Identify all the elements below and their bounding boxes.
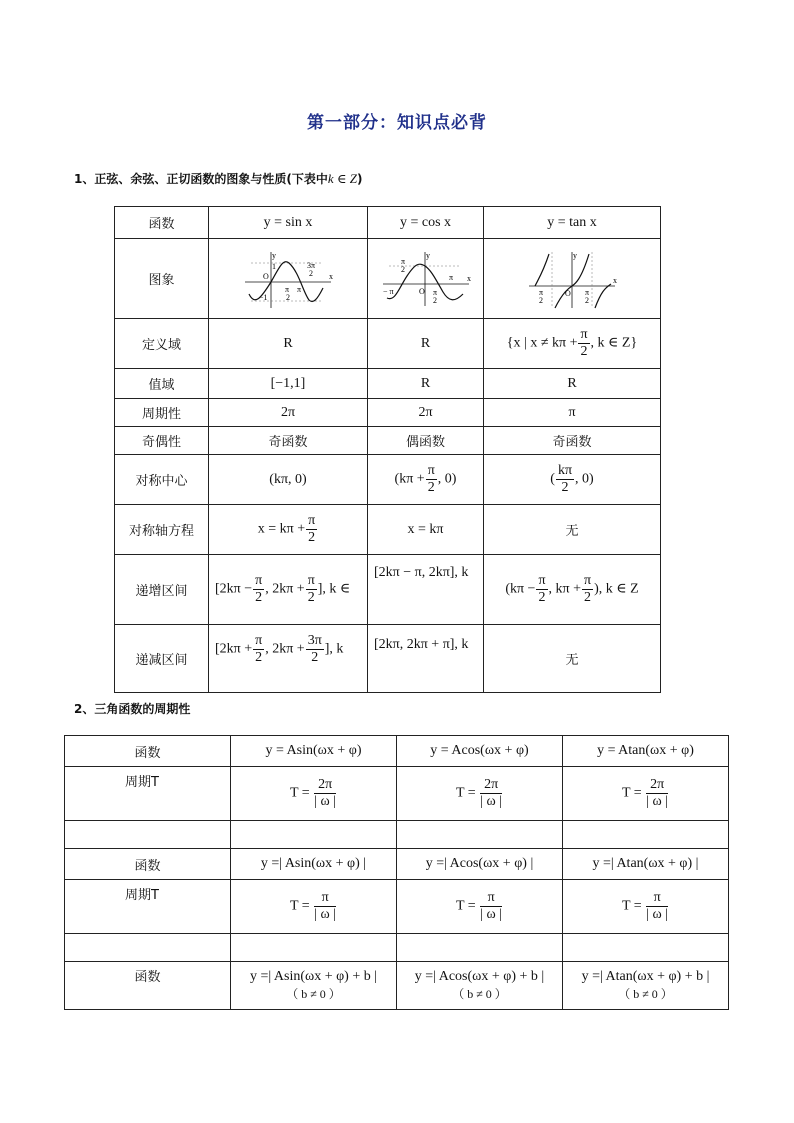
- sine-half-pi-den: 2: [286, 292, 290, 302]
- section-1-math: k ∈ Z: [327, 171, 357, 186]
- tan-half-num: π: [585, 287, 590, 297]
- header-cos: y = cos x: [368, 207, 484, 239]
- sine-3pi-den: 2: [309, 268, 313, 278]
- row2-tan: T = $\frac{2\pi}{| \omega |}$: [563, 767, 729, 821]
- row-label-period: 周期性: [115, 399, 209, 427]
- sine-pi: π: [297, 284, 302, 294]
- row-label-increase: 递增区间: [115, 555, 209, 625]
- cos-x-label: x: [466, 273, 471, 283]
- sine-y-label: y: [272, 250, 276, 260]
- row2-cos: T = $\frac{2\pi}{| \omega |}$: [397, 767, 563, 821]
- row1-sin: y = Asin(ωx + φ): [231, 736, 397, 767]
- sin-range: [−1,1]: [209, 369, 368, 399]
- row6-empty-4: [563, 934, 729, 962]
- section-1-text: 1、正弦、余弦、正切函数的图象与性质(下表中: [74, 172, 328, 186]
- row5-label: 周期T: [65, 880, 231, 934]
- cos-neg-pi: − π: [382, 286, 394, 296]
- tan-domain: {x | x ≠ kπ + $\frac{\pi}{2}$ , k ∈ Z}: [484, 319, 661, 369]
- sine-graph: [241, 248, 335, 310]
- cos-decrease: [2kπ, 2kπ + π], k: [368, 625, 484, 693]
- cosine-graph: [379, 248, 473, 310]
- tangent-graph: [525, 248, 619, 310]
- cos-period: 2π: [368, 399, 484, 427]
- row3-empty-2: [231, 821, 397, 849]
- cos-origin: O: [418, 286, 425, 296]
- row-label-axis: 对称轴方程: [115, 505, 209, 555]
- tan-parity: 奇函数: [484, 427, 661, 455]
- cosine-graph-cell: [368, 239, 484, 319]
- tan-neg-half-den: 2: [539, 295, 543, 305]
- sin-domain: R: [209, 319, 368, 369]
- sin-parity: 奇函数: [209, 427, 368, 455]
- cos-neg-half-den: 2: [400, 264, 405, 274]
- row4-cos: y =| Acos(ωx + φ) |: [397, 849, 563, 880]
- tan-x-label: x: [613, 275, 617, 285]
- section-1-heading: [74, 170, 362, 187]
- tan-origin: O: [565, 288, 571, 298]
- tan-decrease: 无: [484, 625, 661, 693]
- cos-increase: [2kπ − π, 2kπ], k: [368, 555, 484, 625]
- sin-period: 2π: [209, 399, 368, 427]
- row3-empty-4: [563, 821, 729, 849]
- row-label-graph: 图象: [115, 239, 209, 319]
- row5-sin: T = $\frac{\pi}{| \omega |}$: [231, 880, 397, 934]
- cos-neg-half-num: π: [400, 256, 405, 266]
- row7-tan: y =| Atan(ωx + φ) + b | （ b ≠ 0 ）: [563, 962, 729, 1010]
- sine-one: 1: [272, 261, 276, 271]
- tan-neg-half-num: π: [539, 287, 544, 297]
- row3-empty-1: [65, 821, 231, 849]
- cos-parity: 偶函数: [368, 427, 484, 455]
- row4-sin: y =| Asin(ωx + φ) |: [231, 849, 397, 880]
- header-sin: y = sin x: [209, 207, 368, 239]
- sin-decrease: [2kπ + $\frac{\pi}{2}$ , 2kπ + $\frac{3\pi}{2}$ ], k: [209, 625, 368, 693]
- sine-graph-cell: [209, 239, 368, 319]
- sine-x-label: x: [329, 271, 333, 281]
- tan-half-den: 2: [585, 295, 589, 305]
- cos-center: (kπ + $\frac{\pi}{2}$ , 0): [368, 455, 484, 505]
- page-title: 第一部分：知识点必背: [307, 113, 487, 133]
- sine-neg-one: −1: [259, 292, 268, 302]
- row4-label: 函数: [65, 849, 231, 880]
- tan-range: R: [484, 369, 661, 399]
- sin-axis: x = kπ + $\frac{\pi}{2}$: [209, 505, 368, 555]
- row-label-range: 值域: [115, 369, 209, 399]
- cos-range: R: [368, 369, 484, 399]
- trig-period-table: [64, 735, 729, 1010]
- sin-increase: [2kπ − $\frac{\pi}{2}$ , 2kπ + $\frac{\pi}{2}$ ], k ∈: [209, 555, 368, 625]
- row-label-parity: 奇偶性: [115, 427, 209, 455]
- row1-tan: y = Atan(ωx + φ): [563, 736, 729, 767]
- cos-axis: x = kπ: [368, 505, 484, 555]
- row6-empty-1: [65, 934, 231, 962]
- section-1-close: ): [356, 172, 363, 186]
- sine-3pi-num: 3π: [307, 260, 316, 270]
- row3-empty-3: [397, 821, 563, 849]
- tan-period: π: [484, 399, 661, 427]
- tangent-graph-cell: [484, 239, 661, 319]
- row1-label: 函数: [65, 736, 231, 767]
- tan-increase: (kπ − $\frac{\pi}{2}$ , kπ + $\frac{\pi}{2}$ ), k ∈ Z: [484, 555, 661, 625]
- sine-half-pi-num: π: [285, 284, 290, 294]
- sine-origin: O: [263, 271, 269, 281]
- row5-tan: T = $\frac{\pi}{| \omega |}$: [563, 880, 729, 934]
- row2-sin: T = $\frac{2\pi}{| \omega |}$: [231, 767, 397, 821]
- tan-y-label: y: [573, 250, 577, 260]
- row-label-domain: 定义域: [115, 319, 209, 369]
- row7-label: 函数: [65, 962, 231, 1010]
- row5-cos: T = $\frac{\pi}{| \omega |}$: [397, 880, 563, 934]
- row-label-decrease: 递减区间: [115, 625, 209, 693]
- row2-label: 周期T: [65, 767, 231, 821]
- row7-cos: y =| Acos(ωx + φ) + b | （ b ≠ 0 ）: [397, 962, 563, 1010]
- cos-half-num: π: [432, 287, 437, 297]
- header-tan: y = tan x: [484, 207, 661, 239]
- tan-axis: 无: [484, 505, 661, 555]
- cos-domain: R: [368, 319, 484, 369]
- cos-y-label: y: [425, 250, 430, 260]
- cos-half-den: 2: [432, 295, 437, 305]
- sin-center: (kπ, 0): [209, 455, 368, 505]
- row6-empty-2: [231, 934, 397, 962]
- cos-pi: π: [448, 272, 453, 282]
- row4-tan: y =| Atan(ωx + φ) |: [563, 849, 729, 880]
- row-label-center: 对称中心: [115, 455, 209, 505]
- row6-empty-3: [397, 934, 563, 962]
- tan-center: ( $\frac{k\pi}{2}$ , 0): [484, 455, 661, 505]
- section-2-heading: 2、三角函数的周期性: [74, 702, 191, 716]
- header-function: 函数: [115, 207, 209, 239]
- trig-properties-table: [114, 206, 661, 693]
- row1-cos: y = Acos(ωx + φ): [397, 736, 563, 767]
- row7-sin: y =| Asin(ωx + φ) + b | （ b ≠ 0 ）: [231, 962, 397, 1010]
